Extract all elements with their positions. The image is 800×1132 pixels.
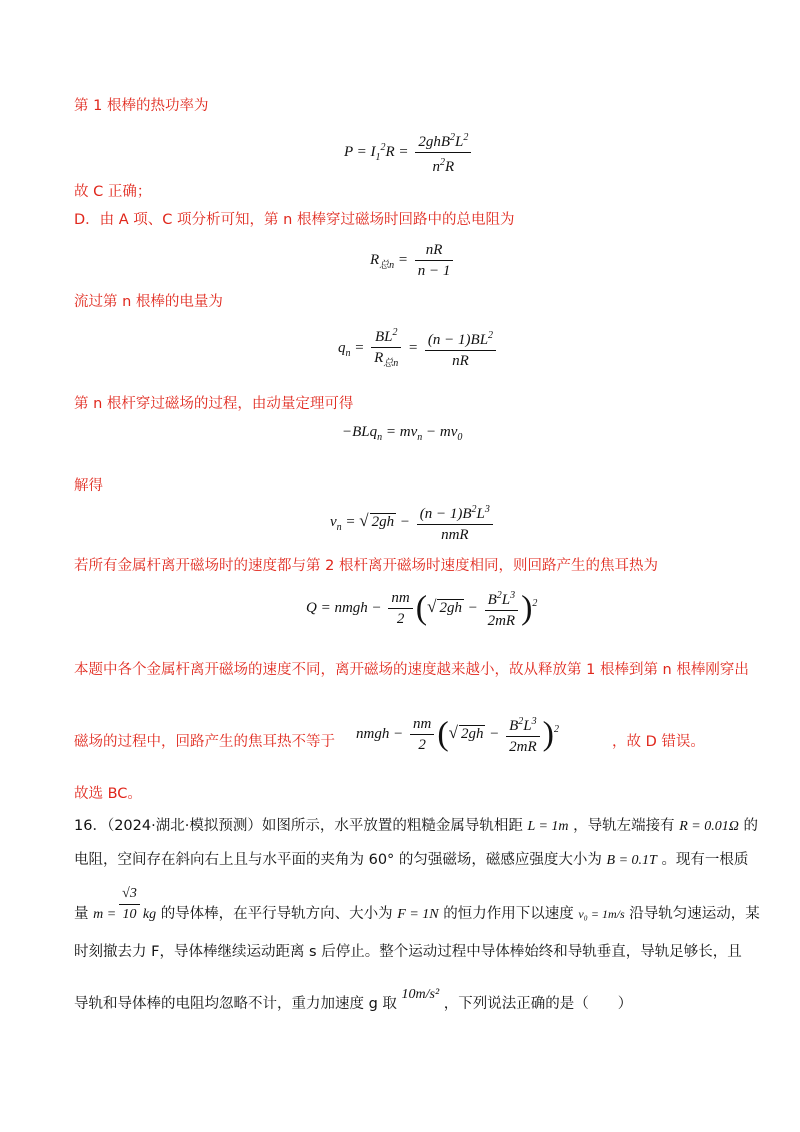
math-v0: v₀ = 1m/s xyxy=(578,907,625,921)
text-line: 第 n 根杆穿过磁场的过程，由动量定理可得 xyxy=(74,396,354,412)
text-segment: 16．（2024·湖北·模拟预测）如图所示，水平放置的粗糙金属导轨相距 xyxy=(74,818,523,834)
question-line: 时刻撤去力 F，导体棒继续运动距离 s 后停止。整个运动过程中导体棒始终和导轨垂直，导轨足够长，且 xyxy=(74,944,742,960)
math-m xyxy=(93,886,157,923)
math-g: 10m/s² xyxy=(401,987,440,1002)
text-segment: 。现有一根质 xyxy=(661,852,749,868)
equation-total-resistance: $R_{总n}$ = $\frac{nR}{n - 1}$ xyxy=(370,240,456,281)
math-m-lhs: m = xyxy=(93,907,117,922)
text-line: D．由 A 项、C 项分析可知，第 n 根棒穿过磁场时回路中的总电阻为 xyxy=(74,212,515,228)
text-segment: ，导轨左端接有 xyxy=(573,818,675,834)
question-line xyxy=(74,886,760,925)
equation-momentum: $-BLq_n = mv_n - mv_0$ xyxy=(342,424,463,443)
question-line xyxy=(74,850,748,871)
text-segment: 沿导轨匀速运动，某 xyxy=(629,906,760,922)
math-m-unit: kg xyxy=(142,907,157,922)
text-segment: 电阻，空间存在斜向右上且与水平面的夹角为 60° 的匀强磁场，磁感应强度大小为 xyxy=(74,852,602,868)
equation-power: $P = I_1^2R$ = $\frac{2ghB^2L^2}{n^2R}$ xyxy=(344,128,474,177)
math-B: B = 0.1T xyxy=(606,853,657,868)
equation-joule-heat: Q = nmgh − $\frac{nm}{2}$ (√ 2gh − $\frac{B^2L^3}{2mR}$ )$^2$ xyxy=(306,586,537,631)
text-segment: ，下列说法正确的是（ ） xyxy=(443,996,633,1012)
text-line: 故选 BC。 xyxy=(74,786,142,802)
text-segment: ，故 D 错误。 xyxy=(612,734,705,750)
text-segment: 量 xyxy=(74,906,89,922)
math-L: L = 1m xyxy=(527,819,569,834)
text-segment: 导轨和导体棒的电阻均忽略不计，重力加速度 g 取 xyxy=(74,996,397,1012)
text-line: 故 C 正确； xyxy=(74,184,152,200)
equation-charge: $q_n$ = $\frac{BL^2}{R_{总n}}$ = $\frac{(n - 1)BL^2}{nR}$ xyxy=(338,323,499,374)
equation-velocity: $v_n$ = √ 2gh − $\frac{(n - 1)B^2L^3}{\text{nmR}}$ xyxy=(330,500,496,545)
equation-inline-heat: nmgh − $\frac{nm}{2}$ (√ 2gh − $\frac{B^2L^3}{2mR}$ )$^2$ xyxy=(356,712,559,757)
text-segment: 磁场的过程中，回路产生的焦耳热不等于 xyxy=(74,734,335,750)
text-segment: 的恒力作用下以速度 xyxy=(443,906,574,922)
math-F: F = 1N xyxy=(397,907,439,922)
text-line: 本题中各个金属杆离开磁场的速度不同，离开磁场的速度越来越小，故从释放第 1 根棒到第 n 根棒刚穿出 xyxy=(74,662,749,678)
text-segment: 的 xyxy=(743,818,758,834)
question-line xyxy=(74,987,633,1015)
text-line: 解得 xyxy=(74,478,103,494)
text-line: 第 1 根棒的热功率为 xyxy=(74,98,209,114)
text-line: 若所有金属杆离开磁场时的速度都与第 2 根杆离开磁场时速度相同，则回路产生的焦耳热为 xyxy=(74,558,658,574)
math-m-den: 10 xyxy=(122,907,137,923)
question-line xyxy=(74,816,758,837)
text-segment: 的导体棒，在平行导轨方向、大小为 xyxy=(160,906,393,922)
text-line: 流过第 n 根棒的电量为 xyxy=(74,294,223,310)
math-R: R = 0.01Ω xyxy=(679,819,739,834)
math-m-num: √3 xyxy=(119,884,140,905)
text-line xyxy=(74,732,335,752)
